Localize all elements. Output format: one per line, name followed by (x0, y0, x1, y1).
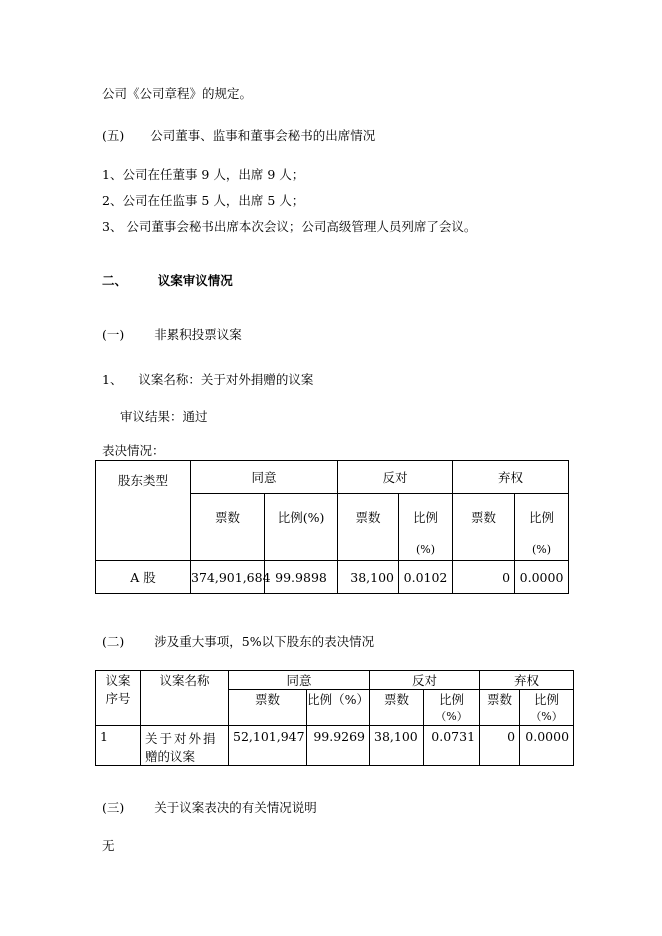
header-oppose-votes: 票数 (370, 690, 424, 726)
row-motion-no: 1 (96, 726, 141, 766)
sub-three-title: 关于议案表决的有关情况说明 (154, 800, 317, 815)
section-five-number: (五) (102, 128, 125, 143)
sub-three-heading (102, 798, 317, 816)
motion-name (102, 370, 313, 388)
header-oppose-votes: 票数 (338, 494, 399, 561)
header-agree-ratio: 比例(%) (265, 494, 338, 561)
attendance-secretary: 3、 公司董事会秘书出席本次会议；公司高级管理人员列席了会议。 (102, 219, 477, 234)
attendance-supervisors: 2、公司在任监事 5 人，出席 5 人； (102, 193, 305, 208)
header-agree: 同意 (191, 461, 338, 494)
row-oppose-ratio: 0.0102 (399, 561, 453, 594)
sub-one-title: 非累积投票议案 (154, 327, 242, 342)
table-row (96, 726, 574, 766)
table-row (96, 561, 569, 594)
sub-two-number: (二) (102, 634, 125, 649)
section-two-number: 二、 (102, 273, 128, 288)
header-agree-votes: 票数 (229, 690, 307, 726)
row-agree-votes: 52,101,947 (229, 726, 307, 766)
header-oppose-ratio: 比例 (%) (399, 494, 453, 561)
header-oppose: 反对 (370, 671, 480, 690)
row-abstain-ratio: 0.0000 (520, 726, 574, 766)
section-two-heading (102, 271, 233, 289)
sub-two-heading (102, 632, 374, 650)
header-abstain-ratio: 比例 (%) (515, 494, 569, 561)
header-agree: 同意 (229, 671, 370, 690)
header-oppose: 反对 (338, 461, 453, 494)
header-agree-votes: 票数 (191, 494, 265, 561)
attendance-directors: 1、公司在任董事 9 人，出席 9 人； (102, 167, 305, 182)
row-motion-name: 关于对外捐 赠的议案 (141, 726, 229, 766)
vote-table-minority (95, 670, 574, 766)
header-abstain: 弃权 (453, 461, 569, 494)
row-oppose-votes: 38,100 (338, 561, 399, 594)
header-motion-name: 议案名称 (141, 671, 229, 726)
section-five-title: 公司董事、监事和董事会秘书的出席情况 (150, 128, 376, 143)
header-motion-no: 议案 序号 (96, 671, 141, 726)
sub-three-number: (三) (102, 800, 125, 815)
row-abstain-votes: 0 (480, 726, 520, 766)
review-result: 审议结果：通过 (120, 409, 208, 424)
header-agree-ratio: 比例（%） (307, 690, 370, 726)
motion-number: 1、 (102, 372, 123, 387)
row-agree-votes: 374,901,684 (191, 561, 265, 594)
none-text: 无 (102, 838, 115, 853)
row-oppose-ratio: 0.0731 (424, 726, 480, 766)
row-shareholder-type: A 股 (96, 561, 191, 594)
row-oppose-votes: 38,100 (370, 726, 424, 766)
vote-label: 表决情况： (102, 443, 165, 458)
sub-one-heading (102, 325, 242, 343)
vote-table-a-share (95, 460, 569, 594)
intro-text: 公司《公司章程》的规定。 (102, 86, 253, 101)
header-shareholder-type: 股东类型 (96, 461, 191, 561)
row-agree-ratio: 99.9269 (307, 726, 370, 766)
sub-two-title: 涉及重大事项，5%以下股东的表决情况 (154, 634, 375, 649)
header-oppose-ratio: 比例 （%） (424, 690, 480, 726)
header-abstain-votes: 票数 (480, 690, 520, 726)
header-abstain: 弃权 (480, 671, 574, 690)
row-abstain-ratio: 0.0000 (515, 561, 569, 594)
motion-label: 议案名称：关于对外捐赠的议案 (138, 372, 314, 387)
row-agree-ratio: 99.9898 (265, 561, 338, 594)
section-five-heading (102, 126, 375, 144)
header-abstain-ratio: 比例 （%） (520, 690, 574, 726)
section-two-title: 议案审议情况 (157, 273, 233, 288)
sub-one-number: (一) (102, 327, 125, 342)
header-abstain-votes: 票数 (453, 494, 515, 561)
row-abstain-votes: 0 (453, 561, 515, 594)
